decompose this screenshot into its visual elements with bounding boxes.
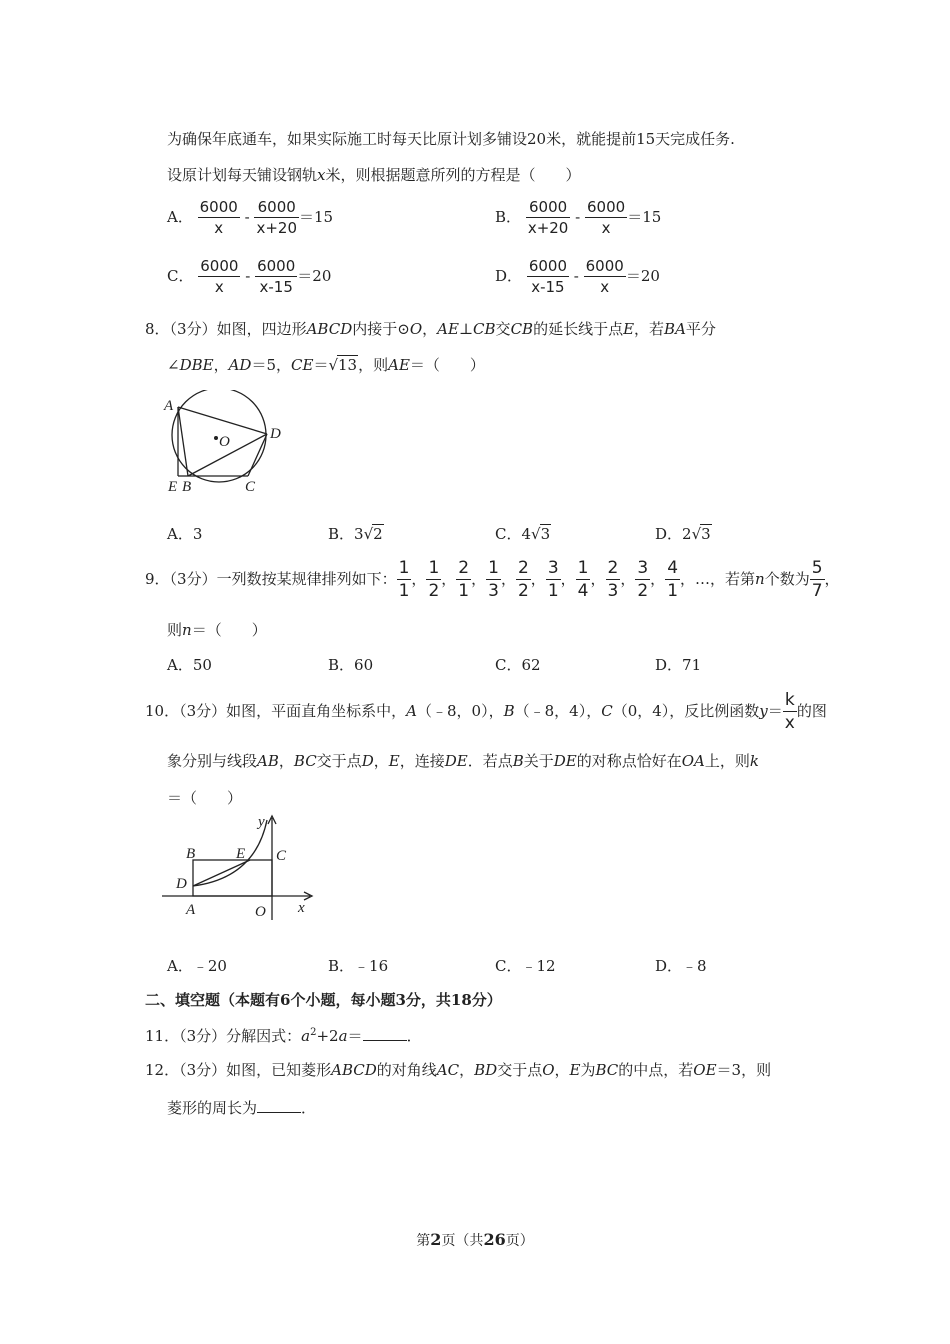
sequence-term: $\frac{1}{2}$ <box>428 558 440 601</box>
label-a: A <box>186 902 196 918</box>
sequence-term: $\frac{1}{1}$ <box>398 558 410 601</box>
q10-line1: 10．（3分）如图，平面直角坐标系中，A（﹣8，0），B（﹣8，4），C（0，4），反比例函数y＝ $\frac{k}{x}$ 的图 <box>145 690 827 733</box>
label-e: E <box>236 846 246 862</box>
sequence: $\frac{1}{1}$ ， $\frac{1}{2}$ ， $\frac{2}{1}$ ， $\frac{1}{3}$ ， $\frac{2}{2}$ ， $\frac{3}{1}$ ， $\frac{1}{4}$ ， $\frac{2}{3}$ ， $\frac{3}{2}$ ， $\frac{4}{1}$ <box>398 558 679 601</box>
page-footer: 第2页（共26页） <box>416 1230 534 1249</box>
sqrt-13: √13 <box>328 356 358 374</box>
q8-line2: ∠DBE，AD＝5，CE＝√13，则AE＝（ ） <box>167 356 485 374</box>
sequence-term: $\frac{1}{4}$ <box>577 558 589 601</box>
label-e: E <box>168 479 178 495</box>
label-b: B <box>182 479 192 495</box>
q10-option-d[interactable]: D．﹣8 <box>655 957 707 975</box>
label-x: x <box>298 900 305 916</box>
q7-line1: 为确保年底通车，如果实际施工时每天比原计划多铺设20米，就能提前15天完成任务. <box>167 130 735 148</box>
answer-blank[interactable] <box>363 1026 407 1041</box>
q8-circle-figure <box>160 390 290 495</box>
label-o: O <box>255 904 266 920</box>
q9-option-b[interactable]: B．60 <box>328 656 374 674</box>
q10-option-c[interactable]: C．﹣12 <box>495 957 556 975</box>
sequence-term: $\frac{2}{2}$ <box>517 558 529 601</box>
q10-line3: ＝（ ） <box>167 789 243 807</box>
q10-line2: 象分别与线段AB，BC交于点D，E，连接DE．若点B关于DE的对称点恰好在OA上，则k <box>167 752 759 770</box>
q12-line2: 菱形的周长为 ． <box>167 1099 317 1117</box>
label-c: C <box>276 848 287 864</box>
q9-option-d[interactable]: D．71 <box>655 656 702 674</box>
sequence-term: $\frac{2}{1}$ <box>458 558 470 601</box>
q9-line2: 则n＝（ ） <box>167 621 267 639</box>
q10-option-a[interactable]: A．﹣20 <box>167 957 227 975</box>
q8-option-d[interactable]: D．2√3 <box>655 525 711 543</box>
q10-option-b[interactable]: B．﹣16 <box>328 957 389 975</box>
sequence-term: $\frac{3}{1}$ <box>547 558 559 601</box>
sequence-term: $\frac{3}{2}$ <box>637 558 649 601</box>
q11-line: 11．（3分）分解因式：$a^2+2a=$ ． <box>145 1027 422 1045</box>
label-a: A <box>164 398 174 414</box>
q9-option-a[interactable]: A．50 <box>167 656 212 674</box>
q9-option-c[interactable]: C．62 <box>495 656 541 674</box>
label-o: O <box>219 434 230 450</box>
answer-blank[interactable] <box>257 1098 301 1113</box>
q8-line1: 8．（3分）如图，四边形ABCD内接于⊙O，AE⊥CB交CB的延长线于点E，若BA平分 <box>145 320 716 338</box>
q10-coordinate-figure <box>160 812 320 924</box>
section-title: 二、填空题（本题有6个小题，每小题3分，共18分） <box>145 991 502 1009</box>
sequence-term: $\frac{4}{1}$ <box>667 558 679 601</box>
q7-option-b[interactable]: B． $\frac{6000}{x+20}$ - $\frac{6000}{x}$ ＝15 <box>495 198 662 237</box>
q7-line2: 设原计划每天铺设钢轨x米，则根据题意所列的方程是（ ） <box>167 166 581 184</box>
q7-option-a[interactable]: A． $\frac{6000}{x}$ - $\frac{6000}{x+20}$ ＝15 <box>167 198 334 237</box>
label-c: C <box>245 479 256 495</box>
q7-option-c[interactable]: C． $\frac{6000}{x}$ - $\frac{6000}{x-15}$ ＝20 <box>167 257 332 296</box>
q8-option-a[interactable]: A．3 <box>167 525 203 543</box>
q8-option-b[interactable]: B．3√2 <box>328 525 383 543</box>
label-b: B <box>186 846 196 862</box>
sequence-term: $\frac{1}{3}$ <box>488 558 499 601</box>
q8-option-c[interactable]: C．4√3 <box>495 525 551 543</box>
q7-option-d[interactable]: D． $\frac{6000}{x-15}$ - $\frac{6000}{x}$ ＝20 <box>495 257 660 296</box>
label-d: D <box>270 426 281 442</box>
q12-line1: 12．（3分）如图，已知菱形ABCD的对角线AC，BD交于点O，E为BC的中点，若OE＝3，则 <box>145 1061 772 1079</box>
q9-line1: 9．（3分）一列数按某规律排列如下： $\frac{1}{1}$ ， $\frac{1}{2}$ ， $\frac{2}{1}$ ， $\frac{1}{3}$ ， $\frac{2}{2}$ ， $\frac{3}{1}$ ， $\frac{1}{4}$ ， $\frac{2}{3}$ ， $\frac{3}{2}$ ， $\frac{4}{1}$ ，…，若第n个数为 $\frac{5}{7}$ ， <box>145 558 840 601</box>
label-d: D <box>176 876 187 892</box>
label-y: y <box>258 814 265 830</box>
sequence-term: $\frac{2}{3}$ <box>607 558 619 601</box>
